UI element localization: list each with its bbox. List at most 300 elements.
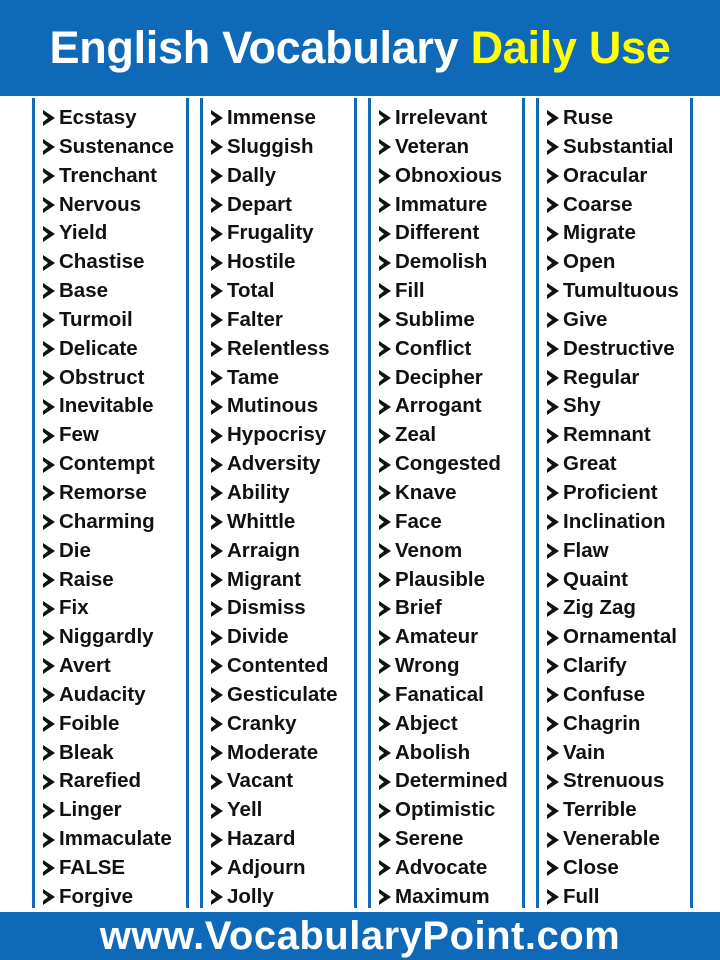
arrowhead-bullet-icon <box>43 572 55 588</box>
word-text: Cranky <box>227 711 297 735</box>
word-item <box>43 421 186 450</box>
arrowhead-bullet-icon <box>43 774 55 790</box>
arrowhead-bullet-icon <box>43 745 55 761</box>
word-text: Adjourn <box>227 855 306 879</box>
word-item <box>547 392 690 421</box>
word-item <box>379 479 522 508</box>
word-item <box>547 767 690 796</box>
arrowhead-bullet-icon <box>211 370 223 386</box>
word-text: Migrate <box>563 221 636 245</box>
arrowhead-bullet-icon <box>547 745 559 761</box>
word-item <box>547 335 690 364</box>
word-item <box>547 623 690 652</box>
arrowhead-bullet-icon <box>547 774 559 790</box>
arrowhead-bullet-icon <box>43 803 55 819</box>
word-text: Few <box>59 423 99 447</box>
word-text: Proficient <box>563 480 658 504</box>
arrowhead-bullet-icon <box>43 226 55 242</box>
arrowhead-bullet-icon <box>547 197 559 213</box>
word-item <box>211 392 354 421</box>
arrowhead-bullet-icon <box>379 774 391 790</box>
word-item <box>211 623 354 652</box>
word-text: Veteran <box>395 134 470 158</box>
word-item <box>211 508 354 537</box>
arrowhead-bullet-icon <box>211 774 223 790</box>
word-item <box>211 133 354 162</box>
word-item <box>43 537 186 566</box>
word-text: Irrelevant <box>395 106 488 129</box>
word-text: Substantial <box>563 134 674 158</box>
word-text: Bleak <box>59 740 114 764</box>
word-text: Frugality <box>227 221 314 245</box>
arrowhead-bullet-icon <box>379 572 391 588</box>
word-item <box>211 710 354 739</box>
word-text: Raise <box>59 567 114 591</box>
word-item <box>547 883 690 912</box>
word-item <box>379 652 522 681</box>
word-text: Open <box>563 250 616 274</box>
word-text: Fill <box>395 279 425 303</box>
arrowhead-bullet-icon <box>379 312 391 328</box>
word-text: Hostile <box>227 250 296 274</box>
word-text: Divide <box>227 625 289 649</box>
word-text: Demolish <box>395 250 488 274</box>
word-text: Turmoil <box>59 307 133 331</box>
arrowhead-bullet-icon <box>379 283 391 299</box>
arrowhead-bullet-icon <box>43 255 55 271</box>
word-text: Relentless <box>227 336 330 360</box>
word-item <box>43 508 186 537</box>
arrowhead-bullet-icon <box>547 658 559 674</box>
word-item <box>379 104 522 133</box>
footer-banner <box>0 912 720 960</box>
word-item <box>211 681 354 710</box>
word-text: Chagrin <box>563 711 641 735</box>
word-text: Destructive <box>563 336 675 360</box>
arrowhead-bullet-icon <box>547 283 559 299</box>
word-text: Mutinous <box>227 394 319 418</box>
arrowhead-bullet-icon <box>43 139 55 155</box>
arrowhead-bullet-icon <box>379 716 391 732</box>
arrowhead-bullet-icon <box>211 168 223 184</box>
word-text: Face <box>395 509 442 533</box>
arrowhead-bullet-icon <box>211 572 223 588</box>
word-text: Foible <box>59 711 120 735</box>
word-item <box>547 739 690 768</box>
arrowhead-bullet-icon <box>547 572 559 588</box>
word-item <box>43 306 186 335</box>
word-text: Ability <box>227 480 290 504</box>
word-item <box>547 421 690 450</box>
word-item <box>379 364 522 393</box>
word-item <box>379 306 522 335</box>
word-item <box>43 652 186 681</box>
word-item <box>379 219 522 248</box>
word-text: Whittle <box>227 509 296 533</box>
word-text: Yield <box>59 221 108 245</box>
word-item <box>547 364 690 393</box>
word-text: Fanatical <box>395 682 484 706</box>
word-text: Hypocrisy <box>227 423 327 447</box>
word-text: Jolly <box>227 884 274 908</box>
arrowhead-bullet-icon <box>43 399 55 415</box>
word-text: Flaw <box>563 538 609 562</box>
word-item <box>379 508 522 537</box>
word-text: Dismiss <box>227 596 306 620</box>
arrowhead-bullet-icon <box>211 832 223 848</box>
word-column-1 <box>32 98 189 908</box>
word-item <box>547 537 690 566</box>
arrowhead-bullet-icon <box>547 485 559 501</box>
arrowhead-bullet-icon <box>211 658 223 674</box>
arrowhead-bullet-icon <box>379 860 391 876</box>
word-item <box>43 191 186 220</box>
word-item <box>547 508 690 537</box>
word-item <box>43 883 186 912</box>
word-item <box>379 537 522 566</box>
word-item <box>547 854 690 883</box>
page-title <box>50 22 671 74</box>
arrowhead-bullet-icon <box>547 168 559 184</box>
word-item <box>43 277 186 306</box>
arrowhead-bullet-icon <box>211 110 223 126</box>
arrowhead-bullet-icon <box>211 226 223 242</box>
word-item <box>211 450 354 479</box>
word-text: Clarify <box>563 654 627 678</box>
word-text: Vacant <box>227 769 294 793</box>
arrowhead-bullet-icon <box>379 341 391 357</box>
word-item <box>547 162 690 191</box>
arrowhead-bullet-icon <box>379 255 391 271</box>
arrowhead-bullet-icon <box>43 168 55 184</box>
word-text: Shy <box>563 394 601 418</box>
word-item <box>43 681 186 710</box>
arrowhead-bullet-icon <box>211 139 223 155</box>
word-text: Regular <box>563 365 640 389</box>
arrowhead-bullet-icon <box>43 341 55 357</box>
word-item <box>43 335 186 364</box>
word-text: Plausible <box>395 567 486 591</box>
word-text: Give <box>563 307 608 331</box>
word-text: Zeal <box>395 423 437 447</box>
word-text: Ruse <box>563 106 614 129</box>
word-text: Obstruct <box>59 365 145 389</box>
arrowhead-bullet-icon <box>211 399 223 415</box>
arrowhead-bullet-icon <box>211 457 223 473</box>
word-text: FALSE <box>59 855 126 879</box>
arrowhead-bullet-icon <box>379 803 391 819</box>
word-item <box>43 854 186 883</box>
word-text: Immature <box>395 192 488 216</box>
arrowhead-bullet-icon <box>43 197 55 213</box>
word-text: Rarefied <box>59 769 142 793</box>
arrowhead-bullet-icon <box>43 312 55 328</box>
word-text: Ornamental <box>563 625 677 649</box>
word-item <box>211 739 354 768</box>
word-item <box>547 306 690 335</box>
arrowhead-bullet-icon <box>43 658 55 674</box>
arrowhead-bullet-icon <box>211 601 223 617</box>
word-text: Congested <box>395 452 501 476</box>
word-text: Linger <box>59 798 122 822</box>
word-item <box>547 450 690 479</box>
arrowhead-bullet-icon <box>379 658 391 674</box>
word-item <box>43 392 186 421</box>
word-text: Remorse <box>59 480 147 504</box>
arrowhead-bullet-icon <box>547 312 559 328</box>
word-text: Abject <box>395 711 458 735</box>
word-text: Wrong <box>395 654 460 678</box>
word-item <box>379 566 522 595</box>
arrowhead-bullet-icon <box>379 543 391 559</box>
word-item <box>211 421 354 450</box>
word-item <box>211 248 354 277</box>
word-item <box>379 392 522 421</box>
arrowhead-bullet-icon <box>43 110 55 126</box>
word-item <box>547 796 690 825</box>
word-item <box>379 594 522 623</box>
arrowhead-bullet-icon <box>547 630 559 646</box>
word-text: Inclination <box>563 509 666 533</box>
word-text: Obnoxious <box>395 163 503 187</box>
word-text: Niggardly <box>59 625 154 649</box>
word-item <box>211 566 354 595</box>
word-text: Venom <box>395 538 463 562</box>
arrowhead-bullet-icon <box>547 139 559 155</box>
word-text: Zig Zag <box>563 596 636 620</box>
word-text: Tumultuous <box>563 279 679 303</box>
arrowhead-bullet-icon <box>43 860 55 876</box>
word-text: Different <box>395 221 480 245</box>
arrowhead-bullet-icon <box>379 745 391 761</box>
word-text: Hazard <box>227 827 296 851</box>
arrowhead-bullet-icon <box>379 457 391 473</box>
arrowhead-bullet-icon <box>211 485 223 501</box>
word-item <box>547 652 690 681</box>
word-text: Amateur <box>395 625 479 649</box>
arrowhead-bullet-icon <box>547 860 559 876</box>
arrowhead-bullet-icon <box>211 514 223 530</box>
arrowhead-bullet-icon <box>211 716 223 732</box>
title-highlight: Daily Use <box>470 22 671 73</box>
word-text: Gesticulate <box>227 682 338 706</box>
word-text: Arraign <box>227 538 300 562</box>
arrowhead-bullet-icon <box>211 312 223 328</box>
word-text: Immaculate <box>59 827 172 851</box>
word-text: Contented <box>227 654 329 678</box>
word-item <box>211 479 354 508</box>
word-text: Knave <box>395 480 457 504</box>
word-text: Die <box>59 538 91 562</box>
word-item <box>211 537 354 566</box>
word-item <box>211 652 354 681</box>
word-item <box>211 854 354 883</box>
arrowhead-bullet-icon <box>211 803 223 819</box>
arrowhead-bullet-icon <box>43 485 55 501</box>
arrowhead-bullet-icon <box>379 399 391 415</box>
word-text: Ecstasy <box>59 106 137 129</box>
word-text: Venerable <box>563 827 660 851</box>
arrowhead-bullet-icon <box>379 428 391 444</box>
word-column-4 <box>536 98 693 908</box>
arrowhead-bullet-icon <box>547 399 559 415</box>
word-item <box>379 767 522 796</box>
word-column-2 <box>200 98 357 908</box>
word-text: Inevitable <box>59 394 154 418</box>
arrowhead-bullet-icon <box>547 341 559 357</box>
word-text: Abolish <box>395 740 471 764</box>
word-text: Delicate <box>59 336 138 360</box>
arrowhead-bullet-icon <box>43 601 55 617</box>
word-text: Forgive <box>59 884 134 908</box>
word-text: Base <box>59 279 109 303</box>
arrowhead-bullet-icon <box>547 226 559 242</box>
word-item <box>211 796 354 825</box>
arrowhead-bullet-icon <box>379 370 391 386</box>
word-text: Oracular <box>563 163 648 187</box>
word-text: Quaint <box>563 567 628 591</box>
word-item <box>43 796 186 825</box>
word-item <box>547 277 690 306</box>
word-item <box>379 335 522 364</box>
word-text: Conflict <box>395 336 472 360</box>
word-item <box>211 825 354 854</box>
word-text: Terrible <box>563 798 637 822</box>
word-item <box>379 883 522 912</box>
word-text: Determined <box>395 769 508 793</box>
arrowhead-bullet-icon <box>43 457 55 473</box>
word-text: Brief <box>395 596 442 620</box>
word-item <box>379 825 522 854</box>
word-item <box>43 133 186 162</box>
word-item <box>211 219 354 248</box>
word-text: Immense <box>227 106 316 129</box>
word-text: Coarse <box>563 192 633 216</box>
word-text: Decipher <box>395 365 483 389</box>
arrowhead-bullet-icon <box>547 803 559 819</box>
word-text: Sluggish <box>227 134 314 158</box>
word-item <box>211 335 354 364</box>
word-text: Nervous <box>59 192 142 216</box>
word-item <box>379 739 522 768</box>
word-item <box>547 248 690 277</box>
arrowhead-bullet-icon <box>43 687 55 703</box>
arrowhead-bullet-icon <box>211 543 223 559</box>
word-item <box>211 104 354 133</box>
arrowhead-bullet-icon <box>547 457 559 473</box>
arrowhead-bullet-icon <box>211 255 223 271</box>
word-text: Vain <box>563 740 606 764</box>
word-text: Arrogant <box>395 394 482 418</box>
arrowhead-bullet-icon <box>379 687 391 703</box>
arrowhead-bullet-icon <box>43 428 55 444</box>
word-item <box>547 104 690 133</box>
word-item <box>379 623 522 652</box>
word-item <box>43 162 186 191</box>
arrowhead-bullet-icon <box>211 283 223 299</box>
word-item <box>379 796 522 825</box>
arrowhead-bullet-icon <box>43 832 55 848</box>
word-text: Migrant <box>227 567 302 591</box>
arrowhead-bullet-icon <box>379 832 391 848</box>
word-item <box>379 854 522 883</box>
word-text: Falter <box>227 307 283 331</box>
word-item <box>379 248 522 277</box>
arrowhead-bullet-icon <box>547 687 559 703</box>
word-item <box>43 566 186 595</box>
word-text: Contempt <box>59 452 155 476</box>
word-item <box>547 681 690 710</box>
arrowhead-bullet-icon <box>211 889 223 905</box>
arrowhead-bullet-icon <box>43 543 55 559</box>
word-item <box>547 191 690 220</box>
arrowhead-bullet-icon <box>211 341 223 357</box>
word-column-3 <box>368 98 525 908</box>
word-item <box>211 883 354 912</box>
arrowhead-bullet-icon <box>547 110 559 126</box>
arrowhead-bullet-icon <box>547 543 559 559</box>
arrowhead-bullet-icon <box>379 110 391 126</box>
word-text: Fix <box>59 596 89 620</box>
word-item <box>43 623 186 652</box>
word-text: Optimistic <box>395 798 496 822</box>
word-item <box>43 739 186 768</box>
arrowhead-bullet-icon <box>379 889 391 905</box>
word-item <box>547 710 690 739</box>
word-item <box>547 133 690 162</box>
arrowhead-bullet-icon <box>547 514 559 530</box>
word-text: Strenuous <box>563 769 665 793</box>
arrowhead-bullet-icon <box>43 889 55 905</box>
word-item <box>211 277 354 306</box>
word-item <box>379 681 522 710</box>
arrowhead-bullet-icon <box>379 514 391 530</box>
word-item <box>379 710 522 739</box>
word-text: Avert <box>59 654 111 678</box>
arrowhead-bullet-icon <box>379 226 391 242</box>
arrowhead-bullet-icon <box>43 283 55 299</box>
site-url: www.VocabularyPoint.com <box>99 913 621 958</box>
arrowhead-bullet-icon <box>43 514 55 530</box>
arrowhead-bullet-icon <box>379 139 391 155</box>
word-item <box>547 219 690 248</box>
arrowhead-bullet-icon <box>547 716 559 732</box>
word-item <box>379 162 522 191</box>
word-text: Great <box>563 452 617 476</box>
word-text: Yell <box>227 798 263 822</box>
word-text: Depart <box>227 192 292 216</box>
arrowhead-bullet-icon <box>547 428 559 444</box>
word-text: Dally <box>227 163 276 187</box>
word-text: Advocate <box>395 855 488 879</box>
word-item <box>43 825 186 854</box>
word-text: Charming <box>59 509 155 533</box>
word-text: Remnant <box>563 423 651 447</box>
arrowhead-bullet-icon <box>379 601 391 617</box>
word-item <box>547 479 690 508</box>
arrowhead-bullet-icon <box>211 687 223 703</box>
word-text: Moderate <box>227 740 319 764</box>
word-item <box>547 594 690 623</box>
word-item <box>379 450 522 479</box>
word-text: Tame <box>227 365 280 389</box>
word-text: Close <box>563 855 619 879</box>
arrowhead-bullet-icon <box>379 630 391 646</box>
word-list-panel <box>0 96 720 912</box>
title-main: English Vocabulary <box>49 22 459 73</box>
word-text: Confuse <box>563 682 645 706</box>
word-item <box>211 306 354 335</box>
